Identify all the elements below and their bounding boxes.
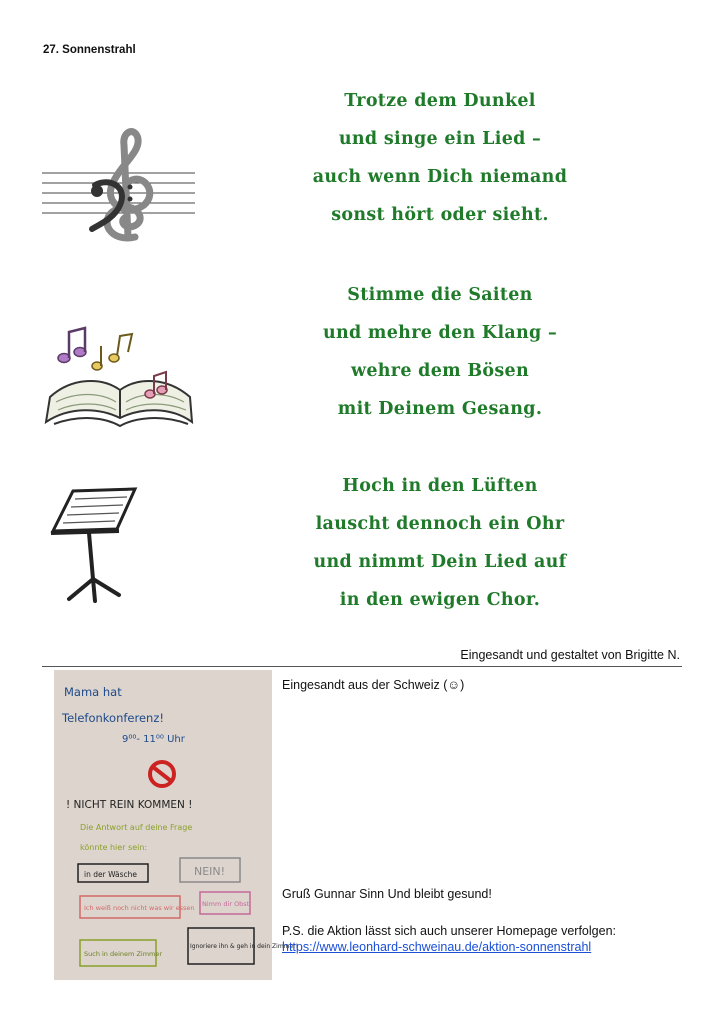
sign-line: NEIN! [194, 865, 226, 878]
sign-line: Mama hat [64, 685, 122, 699]
poem-line: wehre dem Bösen [350, 361, 530, 381]
page-title: 27. Sonnenstrahl [43, 44, 136, 56]
poem-line: Stimme die Saiten [347, 285, 533, 305]
credit-line: Eingesandt und gestaltet von Brigitte N. [460, 648, 680, 662]
poem-stanza-2 [240, 276, 640, 428]
note-origin: Eingesandt aus der Schweiz (☺) [282, 678, 465, 692]
poem-line: und singe ein Lied – [338, 129, 542, 149]
music-book-icon [42, 322, 197, 432]
sign-line: Ich weiß noch nicht was wir essen [84, 904, 195, 912]
sign-photo [54, 670, 299, 980]
sign-line: in der Wäsche [84, 870, 137, 879]
sign-line: Telefonkonferenz! [62, 711, 164, 725]
poem-line: lauscht dennoch ein Ohr [315, 514, 565, 534]
note-greeting: Gruß Gunnar Sinn Und bleibt gesund! [282, 887, 492, 901]
sign-line: 9⁰⁰- 11⁰⁰ Uhr [122, 734, 185, 745]
poem-stanza-3 [240, 467, 640, 619]
music-clef-icon [40, 125, 200, 245]
poem-line: auch wenn Dich niemand [312, 167, 568, 187]
poem-line: Hoch in den Lüften [342, 476, 538, 496]
poem-line: sonst hört oder sieht. [331, 205, 549, 225]
sign-drawing [54, 670, 299, 980]
poem-stanza-1 [240, 82, 640, 234]
divider [42, 666, 682, 667]
sign-line: ! NICHT REIN KOMMEN ! [66, 799, 193, 811]
poem-line: und mehre den Klang – [322, 323, 558, 343]
note-ps: P.S. die Aktion lässt sich auch unserer Homepage verfolgen: [282, 924, 616, 938]
sign-line: Such in deinem Zimmer [84, 950, 163, 958]
sign-line: Ignoriere ihn & geh in dein Zimmer! [190, 943, 299, 950]
music-stand-icon [45, 483, 140, 603]
sign-line: könnte hier sein: [80, 843, 148, 852]
poem-line: in den ewigen Chor. [339, 590, 541, 610]
sign-line: Die Antwort auf deine Frage [80, 823, 193, 832]
sign-line: Nimm dir Obst [202, 900, 250, 908]
poem-line: mit Deinem Gesang. [337, 399, 543, 419]
homepage-link[interactable]: https://www.leonhard-schweinau.de/aktion-sonnenstrahl [282, 940, 592, 954]
poem-line: und nimmt Dein Lied auf [313, 552, 567, 572]
poem-line: Trotze dem Dunkel [344, 91, 536, 111]
